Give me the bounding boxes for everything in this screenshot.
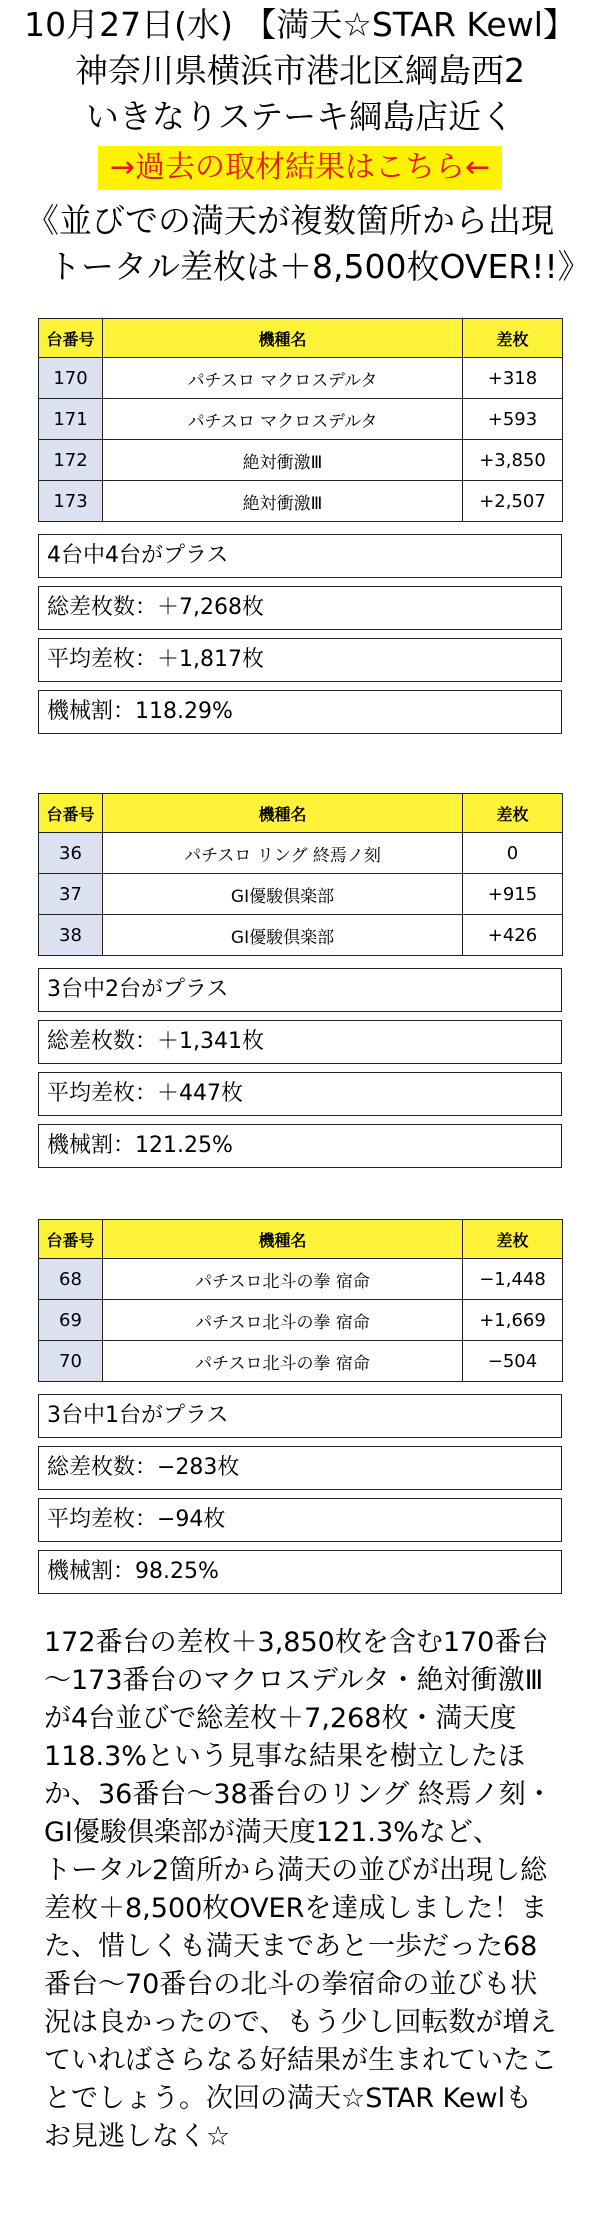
date-store-title: 10月27日(水) 【満天☆STAR Kewl】 bbox=[24, 5, 576, 44]
coin-difference: +915 bbox=[463, 874, 563, 915]
commentary-line: GⅠ優駿倶楽部が満天度121.3%など、 bbox=[44, 1817, 500, 1848]
machine-name: 絶対衝激Ⅲ bbox=[103, 481, 463, 522]
payout-rate-box: 機械割：118.29% bbox=[38, 690, 562, 734]
machine-number: 69 bbox=[39, 1300, 103, 1341]
machine-number: 171 bbox=[39, 399, 103, 440]
column-header-number: 台番号 bbox=[39, 794, 103, 833]
commentary-line: お見逃しなく☆ bbox=[44, 2121, 231, 2152]
column-header-diff: 差枚 bbox=[463, 1220, 563, 1259]
result-commentary bbox=[44, 1624, 564, 2156]
commentary-line: 118.3%という見事な結果を樹立したほ bbox=[44, 1741, 525, 1772]
plus-count-box: 3台中2台がプラス bbox=[38, 968, 562, 1012]
coin-difference: +426 bbox=[463, 915, 563, 956]
result-group-3 bbox=[38, 1219, 562, 1594]
coin-difference: +1,669 bbox=[463, 1300, 563, 1341]
coin-difference: −1,448 bbox=[463, 1259, 563, 1300]
result-table bbox=[38, 318, 563, 522]
coin-difference: 0 bbox=[463, 833, 563, 874]
column-header-diff: 差枚 bbox=[463, 319, 563, 358]
commentary-line: 番台〜70番台の北斗の拳宿命の並びも状 bbox=[44, 1969, 538, 2000]
store-address: 神奈川県横浜市港北区綱島西2 bbox=[75, 51, 525, 90]
machine-number: 172 bbox=[39, 440, 103, 481]
table-header-row bbox=[39, 319, 563, 358]
machine-number: 37 bbox=[39, 874, 103, 915]
table-row bbox=[39, 358, 563, 399]
table-row bbox=[39, 833, 563, 874]
payout-rate-box: 機械割：121.25% bbox=[38, 1124, 562, 1168]
headline-summary-line2: トータル差枚は＋8,500枚OVER!!》 bbox=[48, 247, 591, 286]
commentary-line: た、惜しくも満天まであと一歩だった68 bbox=[44, 1931, 538, 1962]
machine-name: パチスロ北斗の拳 宿命 bbox=[103, 1341, 463, 1382]
machine-name: パチスロ マクロスデルタ bbox=[103, 358, 463, 399]
machine-name: パチスロ北斗の拳 宿命 bbox=[103, 1300, 463, 1341]
coin-difference: +2,507 bbox=[463, 481, 563, 522]
table-row bbox=[39, 481, 563, 522]
machine-number: 36 bbox=[39, 833, 103, 874]
commentary-line: とでしょう。次回の満天☆STAR Kewlも bbox=[44, 2083, 533, 2114]
machine-number: 70 bbox=[39, 1341, 103, 1382]
machine-name: GⅠ優駿倶楽部 bbox=[103, 915, 463, 956]
table-header-row bbox=[39, 1220, 563, 1259]
commentary-line: が4台並びで総差枚＋7,268枚・満天度 bbox=[44, 1703, 517, 1734]
machine-number: 38 bbox=[39, 915, 103, 956]
machine-name: 絶対衝激Ⅲ bbox=[103, 440, 463, 481]
machine-number: 170 bbox=[39, 358, 103, 399]
plus-count-box: 4台中4台がプラス bbox=[38, 534, 562, 578]
plus-count-box: 3台中1台がプラス bbox=[38, 1394, 562, 1438]
article-header bbox=[0, 0, 600, 290]
column-header-diff: 差枚 bbox=[463, 794, 563, 833]
total-diff-box: 総差枚数：＋7,268枚 bbox=[38, 586, 562, 630]
table-row bbox=[39, 399, 563, 440]
average-diff-box: 平均差枚：＋1,817枚 bbox=[38, 638, 562, 682]
column-header-number: 台番号 bbox=[39, 1220, 103, 1259]
result-group-2 bbox=[38, 793, 562, 1168]
past-results-link[interactable]: →過去の取材結果はこちら← bbox=[98, 146, 502, 190]
total-diff-box: 総差枚数：＋1,341枚 bbox=[38, 1020, 562, 1064]
past-results-link-wrap bbox=[0, 146, 600, 190]
table-row bbox=[39, 1341, 563, 1382]
payout-rate-box: 機械割：98.25% bbox=[38, 1550, 562, 1594]
table-row bbox=[39, 440, 563, 481]
machine-number: 173 bbox=[39, 481, 103, 522]
commentary-line: 172番台の差枚＋3,850枚を含む170番台 bbox=[44, 1627, 549, 1658]
commentary-line: か、36番台〜38番台のリング 終焉ノ刻・ bbox=[44, 1779, 553, 1810]
average-diff-box: 平均差枚：−94枚 bbox=[38, 1498, 562, 1542]
commentary-line: ていればさらなる好結果が生まれていたこ bbox=[44, 2045, 557, 2076]
machine-name: パチスロ マクロスデルタ bbox=[103, 399, 463, 440]
table-row bbox=[39, 1259, 563, 1300]
total-diff-box: 総差枚数：−283枚 bbox=[38, 1446, 562, 1490]
column-header-machine: 機種名 bbox=[103, 319, 463, 358]
commentary-line: 差枚＋8,500枚OVERを達成しました！ま bbox=[44, 1893, 548, 1924]
machine-name: パチスロ北斗の拳 宿命 bbox=[103, 1259, 463, 1300]
commentary-line: 〜173番台のマクロスデルタ・絶対衝激Ⅲ bbox=[44, 1665, 544, 1696]
coin-difference: +593 bbox=[463, 399, 563, 440]
column-header-number: 台番号 bbox=[39, 319, 103, 358]
coin-difference: +3,850 bbox=[463, 440, 563, 481]
store-landmark: いきなりステーキ綱島店近く bbox=[85, 97, 515, 136]
commentary-line: トータル2箇所から満天の並びが出現し総 bbox=[44, 1855, 548, 1886]
table-row bbox=[39, 915, 563, 956]
column-header-machine: 機種名 bbox=[103, 794, 463, 833]
machine-number: 68 bbox=[39, 1259, 103, 1300]
result-table bbox=[38, 1219, 563, 1382]
coin-difference: −504 bbox=[463, 1341, 563, 1382]
result-group-1 bbox=[38, 318, 562, 734]
headline-summary-line1: 《並びでの満天が複数箇所から出現 bbox=[26, 201, 554, 240]
average-diff-box: 平均差枚：＋447枚 bbox=[38, 1072, 562, 1116]
machine-name: GⅠ優駿倶楽部 bbox=[103, 874, 463, 915]
table-header-row bbox=[39, 794, 563, 833]
commentary-line: 況は良かったので、もう少し回転数が増え bbox=[44, 2007, 557, 2038]
table-row bbox=[39, 874, 563, 915]
table-row bbox=[39, 1300, 563, 1341]
result-table bbox=[38, 793, 563, 956]
column-header-machine: 機種名 bbox=[103, 1220, 463, 1259]
machine-name: パチスロ リング 終焉ノ刻 bbox=[103, 833, 463, 874]
coin-difference: +318 bbox=[463, 358, 563, 399]
